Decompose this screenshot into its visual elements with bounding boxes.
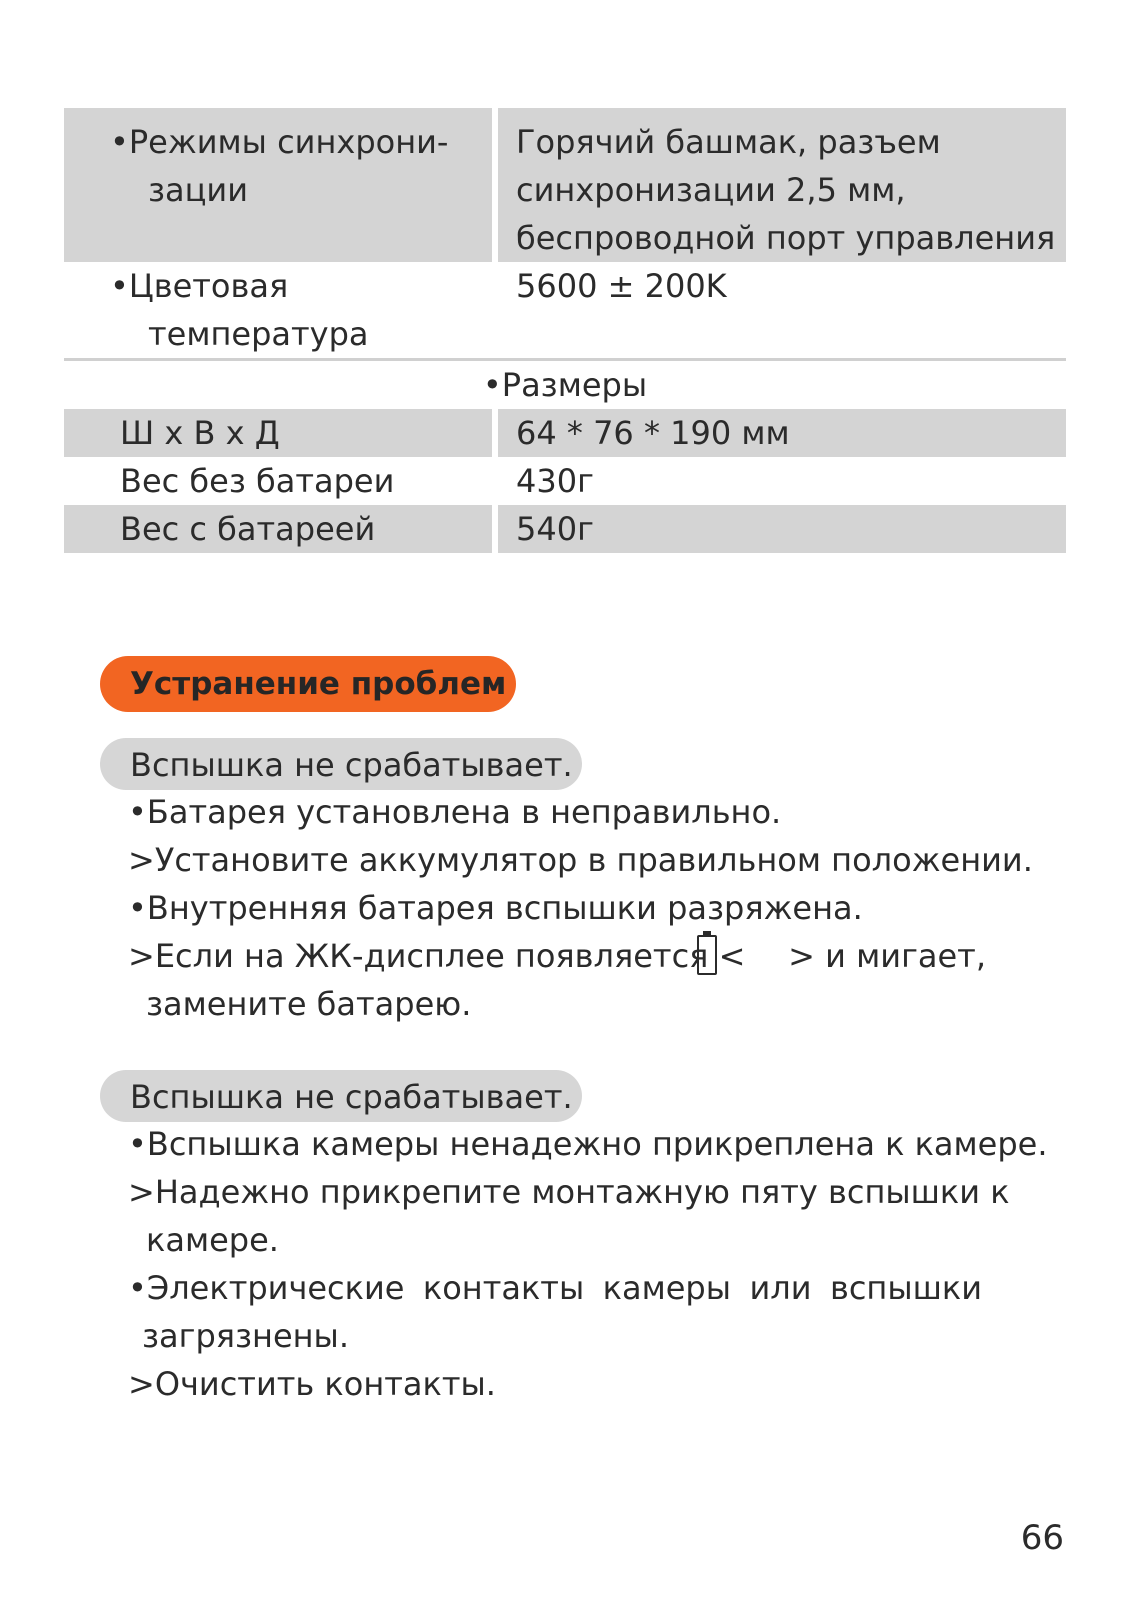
spec-value: 540г <box>498 505 1066 553</box>
page-number: 66 <box>1020 1518 1064 1558</box>
section-heading: Вспышка не срабатывает. <box>100 738 582 790</box>
section-heading: Вспышка не срабатывает. <box>100 1070 582 1122</box>
spec-size-heading: •Размеры <box>482 366 648 404</box>
solution-text: >Если на ЖК-дисплее появляется < <box>128 937 746 975</box>
section-body <box>128 788 1033 1028</box>
spec-label: •Цветовая температура <box>110 267 369 353</box>
cause-line: •Батарея установлена в неправильно. <box>128 793 782 831</box>
spec-table <box>64 108 1066 553</box>
battery-icon <box>697 932 717 980</box>
spec-value: Горячий башмак, разъем синхронизации 2,5 мм, беспроводной порт управления <box>498 108 1066 262</box>
solution-text: > и мигает, <box>788 937 986 975</box>
spec-value: 5600 ± 200K <box>516 267 727 305</box>
cause-text: •Электрические контакты камеры или вспышки <box>128 1269 982 1307</box>
spec-row-temperature <box>64 262 1066 361</box>
cause-line: •Внутренняя батарея вспышки разряжена. <box>128 889 863 927</box>
solution-line-cont: камере. <box>146 1221 279 1259</box>
solution-line <box>128 1168 1010 1216</box>
spec-label: Вес с батареей <box>64 505 492 553</box>
troubleshooting-title: Устранение проблем <box>100 656 516 712</box>
cause-line <box>128 1264 982 1312</box>
spec-label-line: •Режимы синхрони- <box>110 123 449 161</box>
spec-value: 430г <box>516 462 594 500</box>
solution-line: >Установите аккумулятор в правильном положении. <box>128 841 1033 879</box>
solution-line-cont: замените батарею. <box>146 985 472 1023</box>
spec-label: Ш х В х Д <box>64 409 492 457</box>
spec-label: Вес без батареи <box>120 462 395 500</box>
solution-text: >Надежно прикрепите монтажную пяту вспышки к <box>128 1173 1010 1211</box>
solution-line: >Очистить контакты. <box>128 1365 496 1403</box>
section-body <box>128 1120 1048 1408</box>
solution-line <box>128 932 986 980</box>
spec-label <box>64 108 492 262</box>
spec-value: 64 * 76 * 190 мм <box>498 409 1066 457</box>
spec-row-sync <box>64 108 1066 262</box>
cause-line: •Вспышка камеры ненадежно прикреплена к камере. <box>128 1125 1048 1163</box>
spec-row-weight-battery <box>64 505 1066 553</box>
spec-label-line: зации <box>148 171 248 209</box>
spec-row-dimensions <box>64 409 1066 457</box>
spec-row-weight-no-battery <box>64 457 1066 505</box>
cause-line-cont: загрязнены. <box>142 1317 349 1355</box>
